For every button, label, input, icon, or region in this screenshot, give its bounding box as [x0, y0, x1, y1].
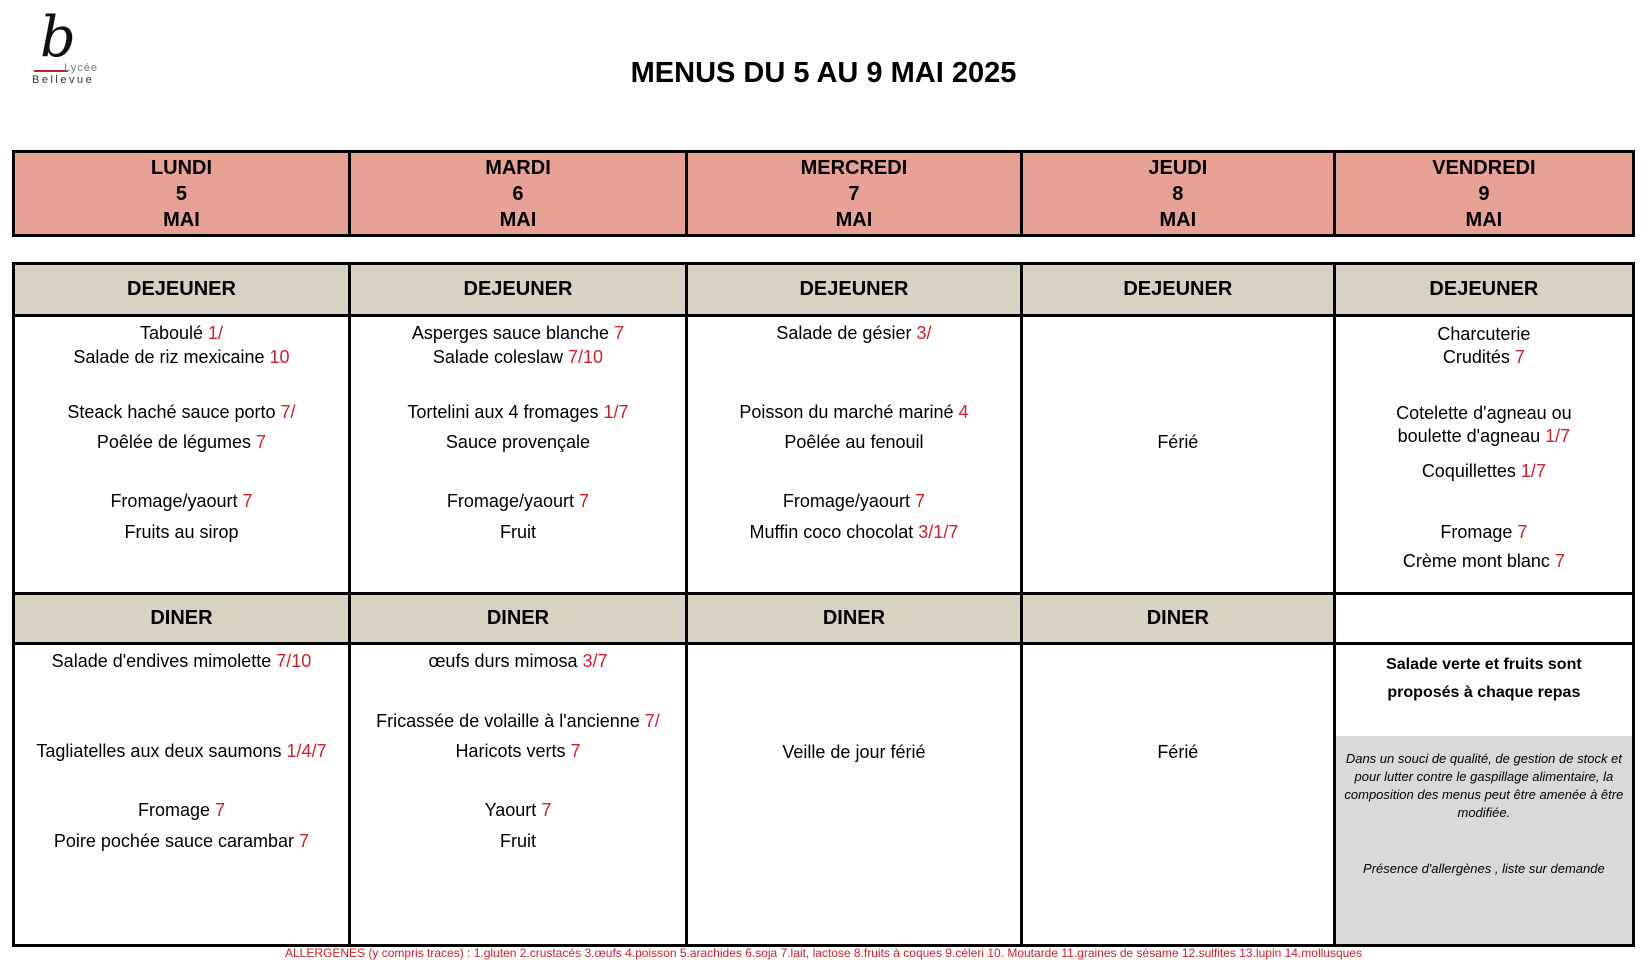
dinner-thursday	[1021, 644, 1334, 946]
dinner-header: DINER	[14, 594, 350, 644]
dinner-tuesday	[349, 644, 686, 946]
logo-lycee: Lycée	[64, 62, 98, 74]
menu-table	[12, 262, 1635, 947]
lunch-header: DEJEUNER	[1021, 264, 1334, 316]
lunch-header: DEJEUNER	[349, 264, 686, 316]
menu-item: Tortelini aux 4 fromages 1/7	[407, 402, 629, 422]
day-tuesday: MARDI 6 MAI	[349, 152, 686, 236]
menu-item: Poêlée de légumes 7	[96, 432, 267, 452]
quality-notice	[1336, 736, 1632, 944]
menu-item: Fruits au sirop	[124, 522, 239, 542]
day-monday: LUNDI 5 MAI	[14, 152, 350, 236]
allergens-legend: ALLERGENES (y compris traces) : 1.gluten 2.crustacés 3.œufs 4.poisson 5.arachides 6.soja 7.lait, lactose 8.fruits à coques 9.céleri 10. Moutarde 11.graines de sésame 12.sulfites 13.lupin 14.mollusques	[285, 946, 1362, 960]
menu-item: Fromage 7	[1440, 522, 1528, 542]
dinner-header: DINER	[349, 594, 686, 644]
menu-item: Charcuterie	[1437, 324, 1531, 344]
logo-bellevue: Bellevue	[32, 74, 95, 86]
menu-item: Salade de gésier 3/	[776, 323, 932, 343]
menu-item: Tagliatelles aux deux saumons 1/4/7	[36, 741, 327, 761]
menu-item: Fromage/yaourt 7	[446, 491, 590, 511]
menu-item: Poire pochée sauce carambar 7	[53, 831, 310, 851]
menu-item: Fromage/yaourt 7	[110, 491, 253, 511]
menu-item: boulette d'agneau 1/7	[1397, 426, 1571, 446]
menu-item: Muffin coco chocolat 3/1/7	[749, 522, 959, 542]
menu-item: Yaourt 7	[484, 800, 552, 820]
dinner-wednesday	[686, 644, 1021, 946]
dinner-header: DINER	[1021, 594, 1334, 644]
logo-mark: b	[40, 5, 76, 70]
menu-item: Cotelette d'agneau ou	[1396, 403, 1572, 423]
allergen-request-text: Présence d'allergènes , liste sur demande	[1363, 861, 1605, 876]
menu-item: Haricots verts 7	[455, 741, 581, 761]
menu-item: Sauce provençale	[445, 432, 591, 452]
dinner-monday	[14, 644, 350, 946]
menu-item: Steack haché sauce porto 7/	[67, 402, 296, 422]
lunch-header: DEJEUNER	[14, 264, 350, 316]
lunch-monday	[14, 316, 350, 594]
menu-item: Salade de riz mexicaine 10	[73, 347, 290, 367]
dinner-header: DINER	[686, 594, 1021, 644]
page-title: MENUS DU 5 AU 9 MAI 2025	[630, 57, 1017, 89]
menu-item: Crudités 7	[1442, 347, 1525, 367]
menu-item: Fromage/yaourt 7	[782, 491, 925, 511]
empty-header	[1334, 594, 1633, 644]
lunch-thursday	[1021, 316, 1334, 594]
menu-item: Fromage 7	[137, 800, 226, 820]
menu-item: Poisson du marché mariné 4	[739, 402, 969, 422]
menu-item: Fruit	[499, 831, 536, 851]
day-thursday: JEUDI 8 MAI	[1021, 152, 1334, 236]
menu-item: Fruit	[499, 522, 536, 542]
lunch-friday	[1334, 316, 1633, 594]
day-wednesday: MERCREDI 7 MAI	[686, 152, 1021, 236]
menu-item: Taboulé 1/	[139, 323, 224, 343]
quality-text: Dans un souci de qualité, de gestion de stock et pour lutter contre le gaspillage alimentaire, la composition des menus peut être amenée à être modifiée.	[1344, 751, 1624, 820]
info-notes	[1334, 644, 1633, 946]
menu-item: Asperges sauce blanche 7	[411, 323, 625, 343]
lunch-header: DEJEUNER	[686, 264, 1021, 316]
salad-fruit-note: Salade verte et fruits sont proposés à chaque repas	[1386, 656, 1582, 701]
menu-item: Fricassée de volaille à l'ancienne 7/	[376, 711, 660, 731]
menu-item: Poêlée au fenouil	[784, 432, 924, 452]
lunch-wednesday	[686, 316, 1021, 594]
menu-item: Salade d'endives mimolette 7/10	[51, 651, 312, 671]
days-header-table	[12, 150, 1635, 237]
menu-item: œufs durs mimosa 3/7	[428, 651, 608, 671]
lunch-tuesday	[349, 316, 686, 594]
menu-item: Salade coleslaw 7/10	[432, 347, 604, 367]
holiday-label: Férié	[1157, 742, 1199, 762]
holiday-label: Férié	[1157, 432, 1199, 452]
eve-holiday-label: Veille de jour férié	[782, 742, 926, 762]
lunch-header: DEJEUNER	[1334, 264, 1633, 316]
menu-item: Coquillettes 1/7	[1421, 461, 1546, 481]
day-friday: VENDREDI 9 MAI	[1334, 152, 1633, 236]
menu-item: Crème mont blanc 7	[1402, 551, 1565, 571]
